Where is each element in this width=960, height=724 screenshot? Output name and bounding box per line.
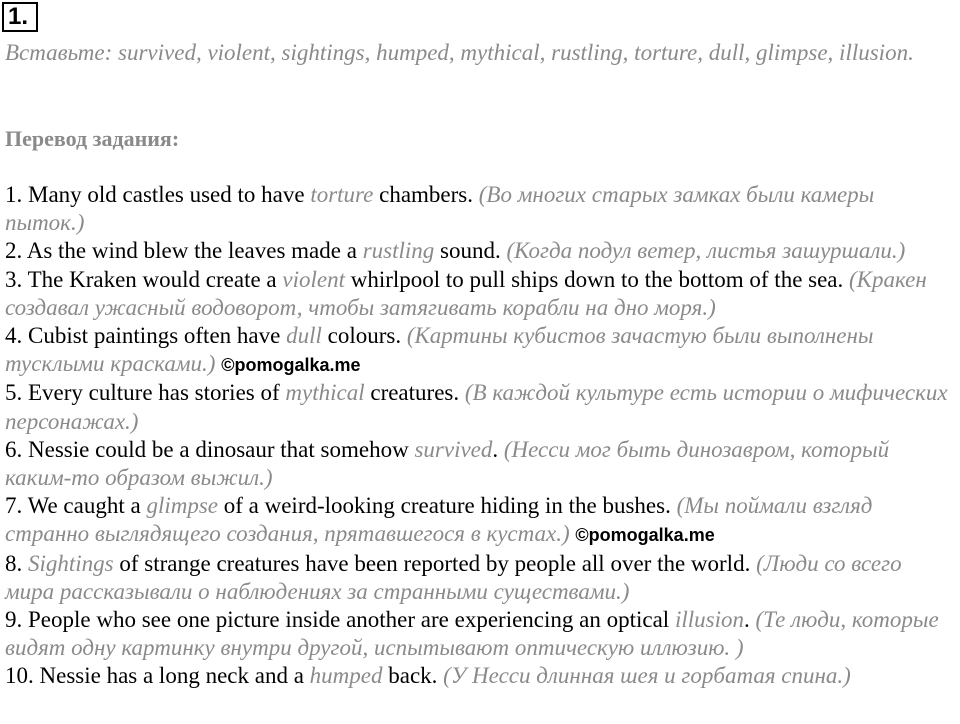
sentence-text: . — [492, 436, 504, 462]
translation-text: (Картины кубистов зачастую были выполнены тусклыми красками.) — [5, 323, 874, 377]
sentence-text: 7. We caught a — [5, 493, 147, 519]
watermark: ©pomogalka.me — [221, 355, 361, 376]
sentence-text: 2. As the wind blew the leaves made a — [5, 238, 363, 264]
sentence-text: 4. Cubist paintings often have — [5, 323, 287, 349]
sentence-text: sound. — [434, 238, 507, 264]
sentence-text: colours. — [321, 323, 407, 349]
answer-word: illusion — [674, 607, 744, 633]
translation-text: (Несси мог быть динозавром, который каким-то образом выжил.) — [5, 436, 890, 491]
sentence-item — [5, 237, 950, 265]
translation-text: (В каждой культуре есть истории о мифических персонажах.) — [5, 380, 948, 434]
translation-text: (Мы поймали взгляд странно выглядящего создания, прятавшегося в кустах.) — [5, 493, 873, 547]
sentence-text: chambers. — [373, 182, 479, 207]
sentence-text: 1. Many old castles used to have — [5, 182, 311, 207]
answer-word: Sightings — [28, 550, 114, 576]
sentence-text: of strange creatures have been reported by people all over the world. — [113, 550, 757, 576]
answer-word: humped — [309, 663, 383, 689]
sentence-item — [5, 322, 950, 379]
translation-text: (Когда подул ветер, листья зашуршали.) — [506, 238, 906, 264]
answer-word: survived — [414, 436, 493, 462]
sentence-item — [5, 181, 950, 237]
translation-text: (Люди со всего мира рассказывали о наблюдениях за странными существами.) — [5, 550, 902, 604]
sentence-text: whirlpool to pull ships down to the bottom of the sea. — [344, 266, 850, 292]
sentence-text: 5. Every culture has stories of — [5, 380, 286, 406]
sentence-item — [5, 436, 950, 492]
answer-word: dull — [286, 323, 322, 349]
instruction-text: Вставьте: survived, violent, sightings, humped, mythical, rustling, torture, dull, glimpse, illusion. — [5, 40, 914, 65]
translation-text: (Кракен создавал ужасный водоворот, чтобы затягивать корабли на дно моря.) — [5, 266, 927, 320]
sentence-text: of a weird-looking creature hiding in the bushes. — [218, 493, 677, 519]
answer-word: glimpse — [146, 493, 218, 519]
sentence-list — [5, 181, 950, 691]
translation-text: (Те люди, которые видят одну картинку внутри другой, испытывают оптическую иллюзию. ) — [5, 607, 939, 661]
sentence-text: . — [743, 607, 756, 633]
sentence-text: back. — [382, 663, 444, 689]
sentence-item — [5, 606, 950, 662]
answer-word: torture — [310, 182, 374, 207]
exercise-number: 1. — [2, 2, 38, 32]
sentence-text: 10. Nessie has a long neck and a — [5, 663, 310, 689]
sentence-text: 3. The Kraken would create a — [5, 266, 283, 292]
sentence-item — [5, 266, 950, 322]
translation-heading: Перевод задания: — [5, 126, 180, 151]
watermark: ©pomogalka.me — [575, 525, 715, 546]
sentence-item — [5, 379, 950, 435]
sentence-text: 8. — [5, 550, 28, 576]
answer-word: violent — [282, 266, 345, 292]
sentence-item — [5, 550, 950, 606]
sentence-item — [5, 492, 950, 549]
translation-text: (У Несси длинная шея и горбатая спина.) — [443, 663, 851, 689]
sentence-text: 6. Nessie could be a dinosaur that somehow — [5, 436, 415, 462]
sentence-item — [5, 662, 950, 690]
sentence-text: 9. People who see one picture inside another are experiencing an optical — [5, 607, 675, 633]
sentence-text: creatures. — [364, 380, 465, 406]
answer-word: mythical — [285, 380, 365, 406]
answer-word: rustling — [362, 238, 435, 264]
translation-text: (Во многих старых замках были камеры пыток.) — [5, 182, 875, 236]
